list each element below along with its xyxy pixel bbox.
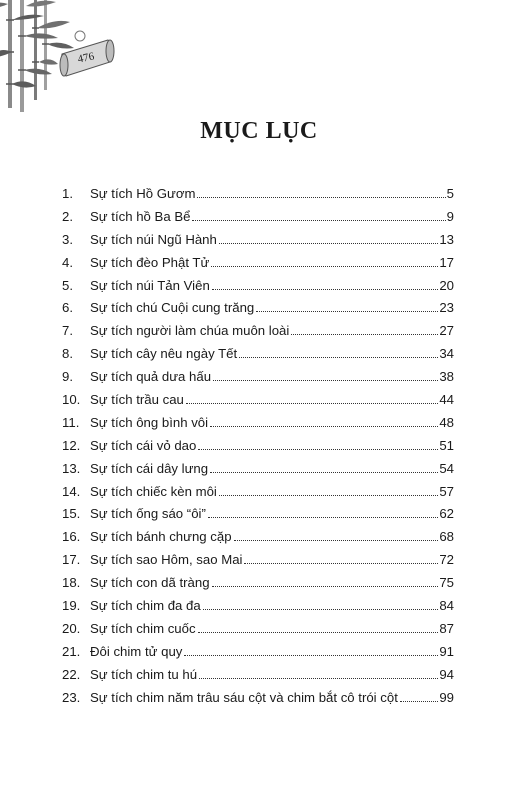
toc-entry-number: 16.	[62, 529, 81, 545]
table-of-contents	[62, 183, 454, 709]
moon-icon	[75, 31, 85, 41]
toc-entry-title: Sự tích chú Cuội cung trăng	[90, 300, 255, 316]
toc-entry	[62, 320, 454, 343]
toc-dot-leader	[211, 266, 438, 267]
bamboo-scroll-decoration	[0, 0, 130, 120]
toc-entry-title: Sự tích núi Ngũ Hành	[90, 231, 217, 247]
toc-entry	[62, 275, 454, 298]
toc-entry	[62, 595, 454, 618]
toc-entry-number: 11.	[62, 414, 80, 430]
toc-entry-number: 19.	[62, 598, 81, 614]
toc-entry	[62, 412, 454, 435]
toc-entry-page: 5	[446, 186, 454, 201]
toc-entry-page: 9	[446, 208, 454, 224]
toc-entry-page: 51	[439, 437, 454, 453]
toc-entry-page: 17	[439, 254, 454, 270]
toc-entry-number: 4.	[62, 254, 73, 270]
toc-entry	[62, 458, 454, 481]
toc-dot-leader	[186, 403, 438, 404]
toc-entry-title: Sự tích cái dây lưng	[90, 460, 209, 476]
toc-entry-page: 57	[439, 483, 454, 499]
toc-entry-number: 18.	[62, 575, 81, 591]
toc-entry	[62, 572, 454, 595]
toc-entry-number: 13.	[62, 460, 81, 476]
toc-entry-number: 6.	[62, 300, 73, 316]
toc-entry-title: Sự tích ống sáo “ôi”	[90, 506, 206, 522]
toc-entry	[62, 343, 454, 366]
toc-dot-leader	[239, 357, 438, 358]
toc-dot-leader	[199, 678, 438, 679]
toc-entry	[62, 549, 454, 572]
toc-entry-title: Sự tích quả dưa hấu	[90, 369, 212, 385]
toc-entry	[62, 206, 454, 229]
toc-dot-leader	[219, 495, 438, 496]
toc-entry-title: Sự tích núi Tản Viên	[90, 277, 210, 293]
toc-entry-title: Sự tích đèo Phật Tử	[90, 254, 210, 270]
toc-entry-title: Sự tích con dã tràng	[90, 575, 210, 591]
toc-entry-title: Sự tích chim năm trâu sáu cột và chim bắt cô trói cột	[90, 689, 398, 705]
toc-entry-number: 9.	[62, 369, 73, 385]
toc-entry	[62, 641, 454, 664]
toc-entry	[62, 664, 454, 687]
toc-dot-leader	[212, 586, 439, 587]
toc-entry-page: 34	[439, 346, 454, 362]
toc-dot-leader	[400, 701, 438, 702]
toc-entry-number: 21.	[62, 643, 81, 659]
toc-dot-leader	[234, 540, 439, 541]
toc-entry-title: Sự tích chiếc kèn môi	[90, 483, 217, 499]
toc-entry-page: 99	[439, 689, 454, 705]
toc-entry	[62, 481, 454, 504]
toc-dot-leader	[210, 426, 438, 427]
toc-dot-leader	[192, 220, 445, 221]
toc-entry-title: Sự tích sao Hôm, sao Mai	[90, 552, 243, 568]
toc-dot-leader	[197, 197, 445, 198]
toc-entry-page: 54	[439, 460, 454, 476]
toc-dot-leader	[291, 334, 438, 335]
toc-entry	[62, 687, 454, 710]
toc-entry-title: Sự tích bánh chưng cặp	[90, 529, 232, 545]
toc-dot-leader	[210, 472, 438, 473]
toc-entry-number: 20.	[62, 620, 81, 636]
toc-entry	[62, 389, 454, 412]
toc-entry-title: Sự tích trầu cau	[90, 392, 184, 408]
toc-entry-page: 38	[439, 369, 454, 385]
toc-entry	[62, 618, 454, 641]
toc-entry-number: 8.	[62, 346, 73, 362]
toc-entry-number: 7.	[62, 323, 73, 339]
toc-entry	[62, 435, 454, 458]
toc-entry-page: 84	[439, 598, 454, 614]
toc-entry-page: 27	[439, 323, 454, 339]
toc-entry-number: 12.	[62, 437, 81, 453]
toc-entry-number: 17.	[62, 552, 81, 568]
toc-entry-number: 5.	[62, 277, 73, 293]
toc-entry	[62, 229, 454, 252]
toc-entry-title: Sự tích Hồ Gươm	[90, 186, 196, 201]
toc-entry-page: 62	[439, 506, 454, 522]
toc-entry-title: Sự tích người làm chúa muôn loài	[90, 323, 290, 339]
toc-entry-title: Sự tích cái vỏ dao	[90, 437, 197, 453]
toc-entry-title: Đôi chim tử quy	[90, 643, 183, 659]
toc-entry-title: Sự tích chim đa đa	[90, 598, 201, 614]
toc-entry-page: 87	[439, 620, 454, 636]
toc-entry-number: 14.	[62, 483, 81, 499]
toc-entry-page: 13	[439, 231, 454, 247]
toc-entry-page: 94	[439, 666, 454, 682]
toc-entry-number: 10.	[62, 392, 81, 408]
toc-entry	[62, 297, 454, 320]
toc-entry-title: Sự tích chim cuốc	[90, 620, 196, 636]
toc-entry-page: 68	[439, 529, 454, 545]
toc-entry	[62, 252, 454, 275]
toc-dot-leader	[198, 632, 439, 633]
toc-entry-title: Sự tích cây nêu ngày Tết	[90, 346, 238, 362]
toc-entry-page: 20	[439, 277, 454, 293]
toc-entry-page: 48	[439, 414, 454, 430]
page-title: MỤC LỤC	[200, 118, 318, 144]
toc-entry-number: 2.	[62, 208, 73, 224]
toc-dot-leader	[184, 655, 438, 656]
toc-entry-number: 15.	[62, 506, 81, 522]
toc-dot-leader	[198, 449, 438, 450]
toc-entry-page: 91	[439, 643, 454, 659]
toc-dot-leader	[208, 517, 438, 518]
toc-entry-title: Sự tích ông bình vôi	[90, 414, 209, 430]
toc-entry-number: 1.	[62, 186, 73, 201]
toc-dot-leader	[213, 380, 438, 381]
toc-entry	[62, 366, 454, 389]
toc-dot-leader	[203, 609, 439, 610]
toc-entry-number: 23.	[62, 689, 81, 705]
toc-entry-number: 3.	[62, 231, 73, 247]
toc-entry	[62, 183, 454, 206]
toc-entry	[62, 503, 454, 526]
toc-entry-page: 23	[439, 300, 454, 316]
toc-dot-leader	[219, 243, 438, 244]
toc-dot-leader	[244, 563, 438, 564]
toc-entry-page: 44	[439, 392, 454, 408]
toc-entry-number: 22.	[62, 666, 81, 682]
toc-entry	[62, 526, 454, 549]
toc-entry-title: Sự tích hồ Ba Bể	[90, 208, 191, 224]
toc-entry-page: 72	[439, 552, 454, 568]
toc-entry-title: Sự tích chim tu hú	[90, 666, 198, 682]
page-number: 476	[76, 50, 96, 66]
toc-dot-leader	[212, 289, 439, 290]
toc-dot-leader	[256, 311, 438, 312]
toc-entry-page: 75	[439, 575, 454, 591]
